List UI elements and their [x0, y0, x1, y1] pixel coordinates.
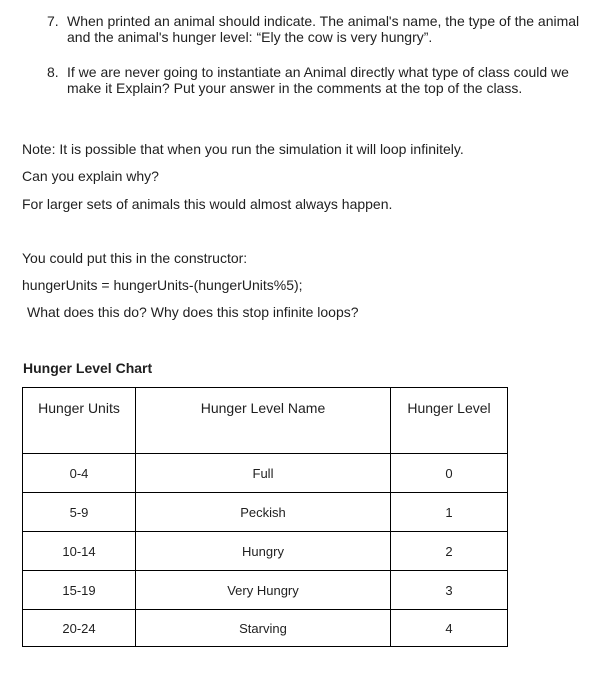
note-line-2: Can you explain why?	[22, 168, 159, 184]
item-number: 8.	[47, 64, 59, 80]
row-divider	[23, 531, 507, 532]
row-divider	[23, 453, 507, 454]
cell-hunger-level: 1	[445, 505, 453, 520]
cell-hunger-level: 0	[445, 466, 453, 481]
cell-hunger-level: 4	[445, 621, 453, 636]
row-divider	[23, 570, 507, 571]
header-hunger-units: Hunger Units	[38, 400, 120, 416]
cell-hunger-level-name: Full	[252, 466, 274, 481]
cell-hunger-level-name: Starving	[239, 621, 287, 636]
header-hunger-level: Hunger Level	[407, 400, 491, 416]
item-text: If we are never going to instantiate an Animal directly what type of class could we make it Explain? Put your answer in the comments at the top of the class.	[67, 64, 569, 96]
row-divider	[23, 492, 507, 493]
cell-hunger-level: 3	[445, 583, 453, 598]
cell-hunger-level-name: Very Hungry	[227, 583, 299, 598]
cell-hunger-units: 20-24	[62, 621, 96, 636]
question-line: What does this do? Why does this stop infinite loops?	[27, 304, 359, 320]
chart-title: Hunger Level Chart	[23, 360, 153, 376]
cell-hunger-units: 5-9	[69, 505, 89, 520]
list-item	[47, 64, 592, 96]
cell-hunger-units: 15-19	[62, 583, 96, 598]
code-line: hungerUnits = hungerUnits-(hungerUnits%5);	[22, 277, 303, 293]
constructor-hint: You could put this in the constructor:	[22, 250, 248, 266]
cell-hunger-units: 10-14	[62, 544, 96, 559]
list-item	[47, 13, 592, 45]
cell-hunger-units: 0-4	[69, 466, 89, 481]
row-divider	[23, 609, 507, 610]
hunger-level-table	[22, 387, 508, 647]
item-number: 7.	[47, 13, 59, 29]
cell-hunger-level-name: Hungry	[242, 544, 284, 559]
cell-hunger-level-name: Peckish	[240, 505, 286, 520]
header-hunger-level-name: Hunger Level Name	[200, 400, 326, 416]
item-text: When printed an animal should indicate. The animal's name, the type of the animal and the animal's hunger level: “Ely the cow is very hungry”.	[67, 13, 580, 45]
note-line-3: For larger sets of animals this would almost always happen.	[22, 196, 393, 212]
note-line-1: Note: It is possible that when you run the simulation it will loop infinitely.	[22, 141, 464, 157]
cell-hunger-level: 2	[445, 544, 453, 559]
